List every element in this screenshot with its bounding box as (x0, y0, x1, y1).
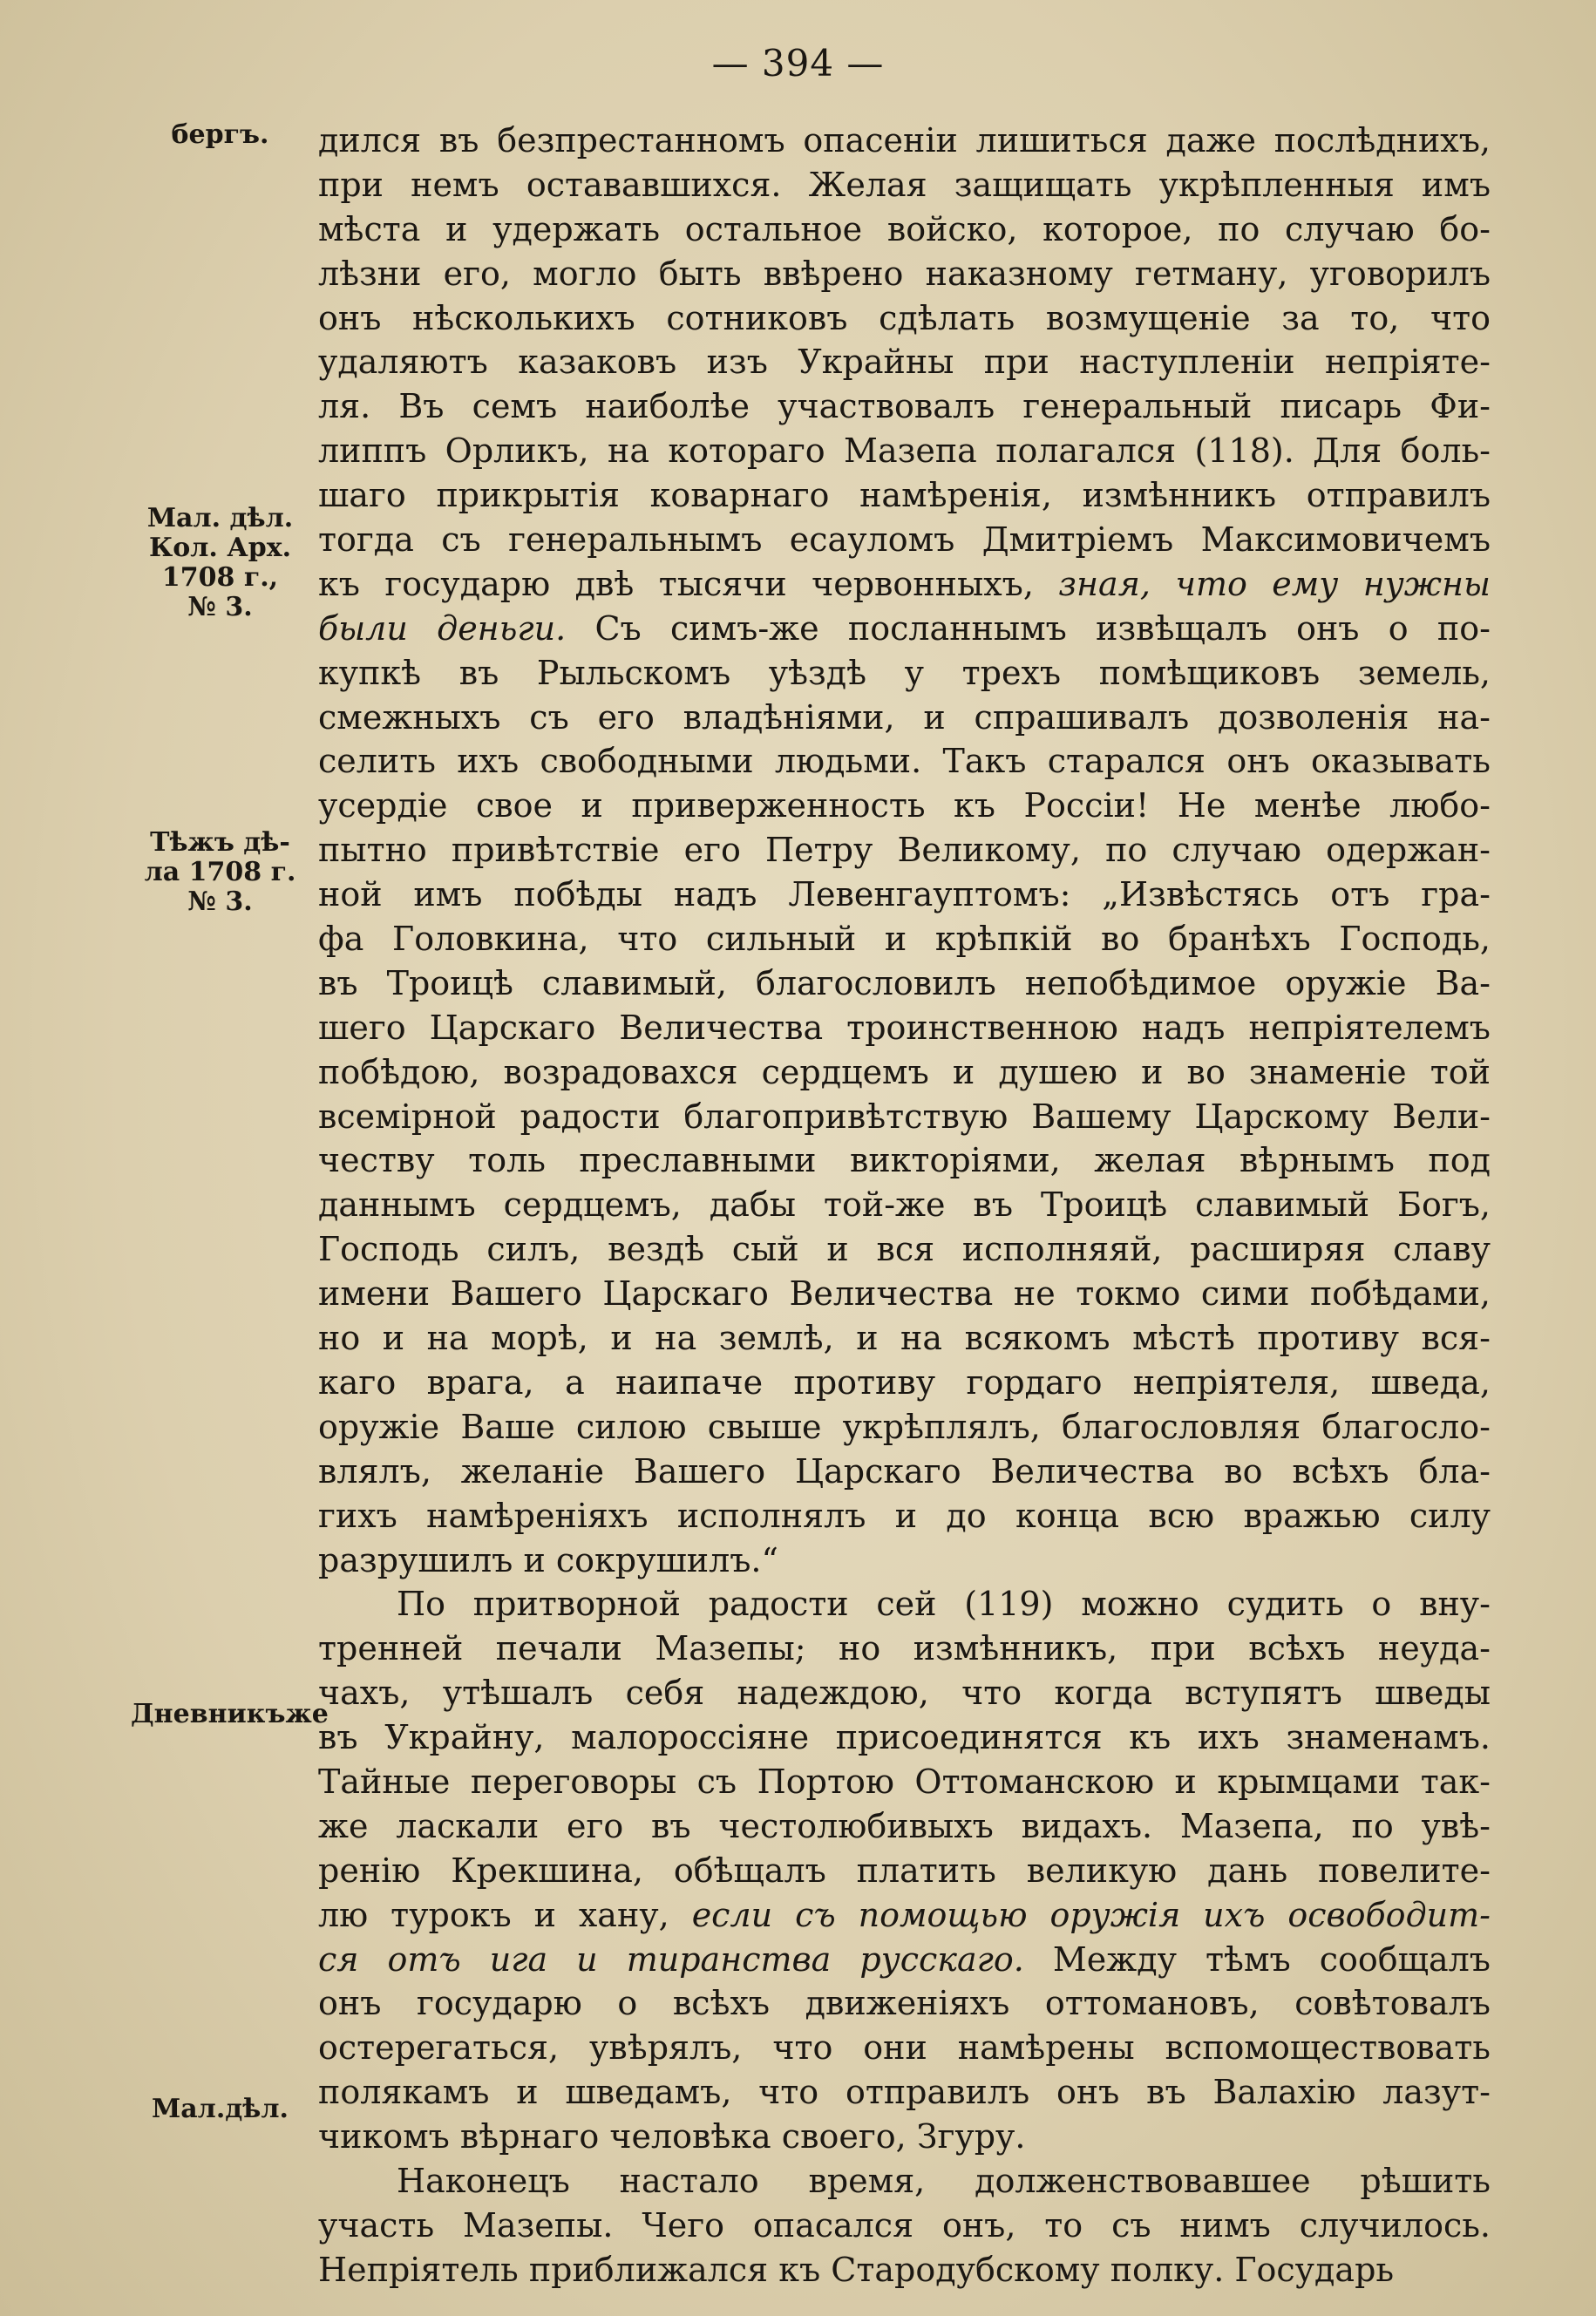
text-line: онъ государю о всѣхъ движеніяхъ оттомановъ, совѣтовалъ (318, 1984, 1491, 2023)
text-line: гихъ намѣреніяхъ исполнялъ и до конца всю вражью силу (318, 1496, 1491, 1535)
text-line: же ласкали его въ честолюбивыхъ видахъ. Мазепа, по увѣ- (318, 1806, 1491, 1845)
margin-note-line: ла 1708 г. (144, 857, 296, 887)
text-line: полякамъ и шведамъ, что отправилъ онъ въ Валахію лазут- (318, 2073, 1491, 2112)
text-line: были деньги. Съ симъ-же посланнымъ извѣщалъ онъ о по- (318, 608, 1491, 648)
margin-note (131, 120, 309, 150)
text-line: въ Троицѣ славимый, благословилъ непобѣдимое оружіе Ва- (318, 963, 1491, 1002)
text-line: тренней печали Мазепы; но измѣнникъ, при всѣхъ неуда- (318, 1629, 1491, 1668)
text-line: усердіе свое и приверженность къ Россіи! Не менѣе любо- (318, 786, 1491, 825)
text-line: ся отъ ига и тиранства русскаго. Между тѣмъ сообщалъ (318, 1939, 1491, 1979)
text-line: шего Царскаго Величества троинственною надъ непріятелемъ (318, 1008, 1491, 1047)
margin-note (131, 504, 309, 622)
text-line: побѣдою, возрадовахся сердцемъ и душею и во знаменіе той (318, 1052, 1491, 1091)
text-line: имени Вашего Царскаго Величества не токмо сими побѣдами, (318, 1274, 1491, 1314)
text-line: оружіе Ваше силою свыше укрѣплялъ, благословляя благосло- (318, 1407, 1491, 1446)
text-line: ля. Въ семъ наиболѣе участвовалъ генеральный писарь Фи- (318, 387, 1491, 426)
margin-note-line: Дневникъже (131, 1699, 329, 1729)
text-line: удаляютъ казаковъ изъ Украйны при наступленіи непріяте- (318, 343, 1491, 382)
margin-note (131, 1699, 329, 1729)
text-line: даннымъ сердцемъ, дабы той-же въ Троицѣ славимый Богъ, (318, 1185, 1491, 1225)
text-line: пытно привѣтствіе его Петру Великому, по случаю одержан- (318, 831, 1491, 870)
text-line: но и на морѣ, и на землѣ, и на всякомъ мѣстѣ противу вся- (318, 1319, 1491, 1358)
text-line: Наконецъ настало время, долженствовавшее рѣшить (397, 2161, 1491, 2200)
text-line: каго врага, а наипаче противу гордаго непріятеля, шведа, (318, 1362, 1491, 1402)
text-line: честву толь преславными викторіями, желая вѣрнымъ под (318, 1141, 1491, 1180)
body-text (318, 119, 1491, 2292)
text-line: участь Мазепы. Чего опасался онъ, то съ нимъ случилось. (318, 2205, 1491, 2245)
margin-note-line: бергъ. (171, 119, 269, 150)
margin-note (131, 828, 309, 917)
text-line: чахъ, утѣшалъ себя надеждою, что когда вступятъ шведы (318, 1674, 1491, 1713)
margin-note-line: Тѣжъ дѣ- (150, 827, 290, 858)
text-line: при немъ остававшихся. Желая защищать укрѣпленныя имъ (318, 165, 1491, 204)
text-line: шаго прикрытія коварнаго намѣренія, измѣнникъ отправилъ (318, 476, 1491, 515)
text-line: къ государю двѣ тысячи червонныхъ, зная, что ему нужны (318, 564, 1491, 603)
text-line: купкѣ въ Рыльскомъ уѣздѣ у трехъ помѣщиковъ земель, (318, 653, 1491, 692)
text-line: липпъ Орликъ, на котораго Мазепа полагался (118). Для боль- (318, 431, 1491, 471)
text-line: селить ихъ свободными людьми. Такъ старался онъ оказывать (318, 742, 1491, 781)
text-line: въ Украйну, малороссіяне присоединятся къ ихъ знаменамъ. (318, 1718, 1491, 1757)
text-line: дился въ безпрестанномъ опасеніи лишиться даже послѣднихъ, (318, 121, 1491, 160)
text-line: ной имъ побѣды надъ Левенгауптомъ: „Извѣстясь отъ гра- (318, 875, 1491, 914)
margin-note-line: № 3. (187, 886, 253, 917)
text-line: тогда съ генеральнымъ есауломъ Дмитріемъ Максимовичемъ (318, 520, 1491, 560)
text-line: Тайные переговоры съ Портою Оттоманскою и крымцами так- (318, 1762, 1491, 1801)
text-line: ренію Крекшина, обѣщалъ платить великую дань повелите- (318, 1851, 1491, 1890)
text-line: Непріятель приближался къ Стародубскому полку. Государь (318, 2250, 1395, 2289)
text-line: Господь силъ, вездѣ сый и вся исполняяй, расширяя славу (318, 1230, 1491, 1269)
text-line: мѣста и удержать остальное войско, которое, по случаю бо- (318, 209, 1491, 248)
text-line: влялъ, желаніе Вашего Царскаго Величества во всѣхъ бла- (318, 1451, 1491, 1491)
text-line: разрушилъ и сокрушилъ.“ (318, 1540, 778, 1579)
text-line: лю турокъ и хану, если съ помощью оружія ихъ освободит- (318, 1895, 1491, 1934)
text-line: По притворной радости сей (119) можно судить о вну- (397, 1585, 1491, 1624)
margin-note-line: Мал.дѣл. (152, 2094, 289, 2124)
margin-note-line: 1708 г., (161, 562, 279, 593)
text-line: смежныхъ съ его владѣніями, и спрашивалъ дозволенія на- (318, 697, 1491, 737)
margin-note-line: Мал. дѣл. (146, 503, 294, 533)
page-number: — 394 — (711, 42, 885, 85)
margin-note-line: № 3. (187, 592, 253, 622)
margin-note (131, 2095, 309, 2124)
text-line: чикомъ вѣрнаго человѣка своего, Згуру. (318, 2117, 1026, 2156)
text-line: лѣзни его, могло быть ввѣрено наказному гетману, уговорилъ (318, 254, 1491, 293)
text-line: остерегаться, увѣрялъ, что они намѣрены вспомоществовать (318, 2028, 1491, 2068)
text-line: фа Головкина, что сильный и крѣпкій во бранѣхъ Господь, (318, 920, 1491, 959)
text-line: всемірной радости благопривѣтствую Вашему Царскому Вели- (318, 1097, 1491, 1136)
margin-note-line: Кол. Арх. (148, 533, 292, 563)
text-line: онъ нѣсколькихъ сотниковъ сдѣлать возмущеніе за то, что (318, 298, 1491, 337)
